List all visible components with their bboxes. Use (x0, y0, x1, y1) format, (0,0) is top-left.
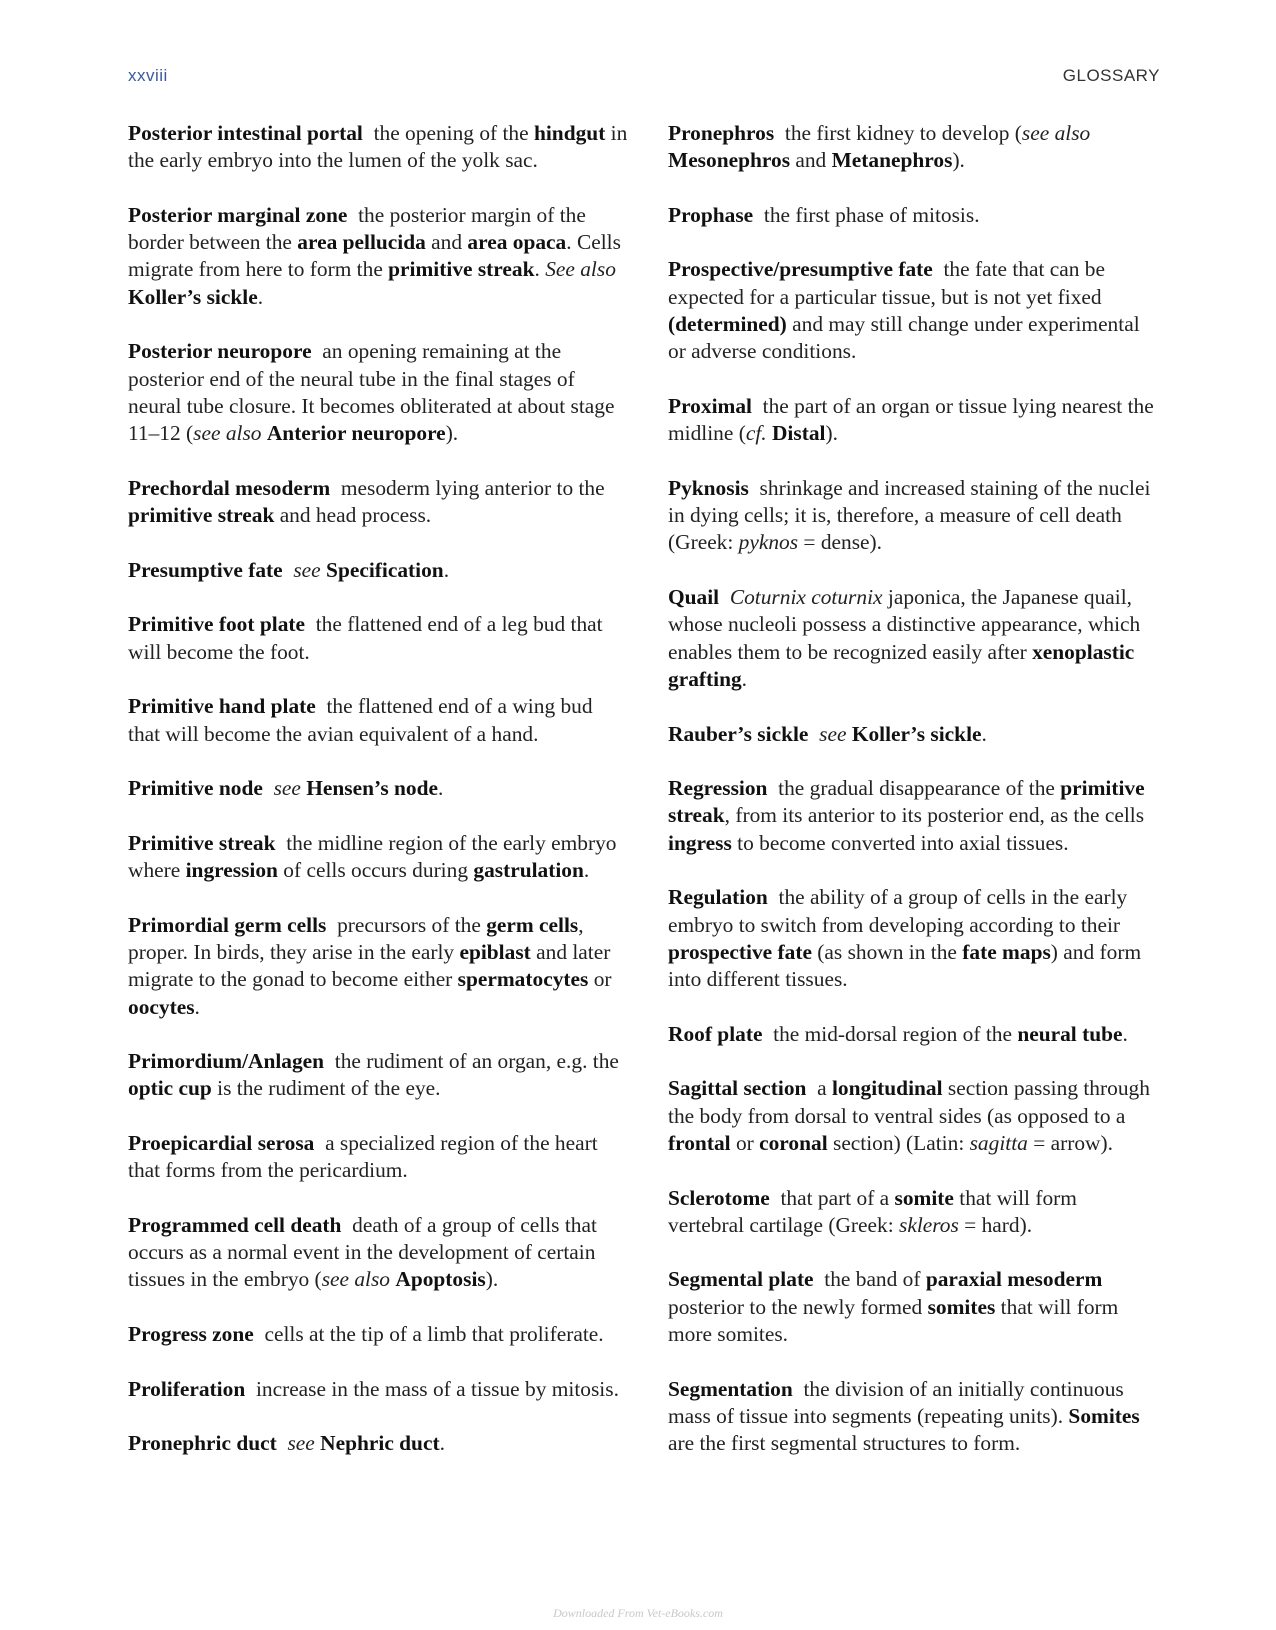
cross-reference-term: frontal (668, 1130, 731, 1155)
cross-reference-term: oocytes (128, 994, 195, 1019)
definition-text: and (425, 230, 468, 255)
definition-text: or (588, 967, 612, 992)
definition-text: shrinkage and increased staining of the nuclei in dying cells; it is, therefore, a measure of cell death (Greek: (668, 475, 1151, 555)
definition-text: the rudiment of an organ, e.g. the (334, 1049, 619, 1074)
glossary-term: Presumptive fate (128, 557, 283, 582)
definition-text: to become converted into axial tissues. (731, 830, 1069, 855)
cross-reference-term: Hensen’s node (306, 776, 438, 801)
definition-text: the mid-dorsal region of the (773, 1021, 1018, 1046)
glossary-entry (128, 830, 628, 885)
glossary-term: Primordial germ cells (128, 912, 327, 937)
definition-text: and later migrate to the gonad to become either (128, 939, 611, 992)
definition-text: the band of (824, 1267, 926, 1292)
glossary-entry (128, 202, 628, 311)
page-number: xxviii (128, 66, 168, 85)
definition-text: , proper. In birds, they arise in the early (128, 912, 584, 964)
glossary-term: Primitive hand plate (128, 694, 316, 719)
definition-text: section passing through the body from dorsal to ventral sides (as opposed to a (668, 1076, 1150, 1128)
glossary-term: Prechordal mesoderm (128, 475, 331, 500)
glossary-term: Primitive streak (128, 830, 276, 855)
cross-reference-term: ingress (668, 830, 732, 855)
glossary-term: Progress zone (128, 1322, 254, 1347)
definition-text: . (437, 776, 444, 801)
definition-text: ). (485, 1267, 499, 1292)
glossary-term: Programmed cell death (128, 1212, 342, 1237)
definition-text: . (257, 284, 264, 309)
cross-reference-term: longitudinal (831, 1076, 943, 1101)
cross-reference-term: Koller’s sickle (128, 284, 258, 309)
definition-text: . (583, 858, 590, 883)
glossary-entry (128, 338, 628, 447)
glossary-term: Primitive node (128, 776, 263, 801)
glossary-entry (128, 1212, 628, 1294)
glossary-term: Regulation (668, 885, 768, 910)
definition-text: posterior to the newly formed (668, 1294, 928, 1319)
definition-text: , from its anterior to its posterior end, as the cells (724, 803, 1145, 828)
cross-reference-term: Distal (771, 421, 826, 446)
glossary-term: Pyknosis (668, 475, 749, 500)
glossary-entry (668, 202, 1156, 229)
definition-text: in the early embryo into the lumen of the yolk sac. (128, 121, 628, 173)
glossary-entry (668, 1266, 1156, 1348)
definition-text: that part of a (780, 1185, 895, 1210)
glossary-entry (128, 120, 628, 175)
glossary-term: Posterior intestinal portal (128, 121, 363, 145)
glossary-entry (128, 475, 628, 530)
definition-text: or (730, 1130, 760, 1155)
italic-text: see (287, 1431, 315, 1456)
definition-text: japonica, the Japanese quail, whose nucleoli possess a distinctive appearance, which enables them to be recognized easily after (668, 585, 1141, 664)
glossary-term: Segmentation (668, 1376, 793, 1401)
cross-reference-term: area pellucida (297, 230, 426, 255)
cross-reference-term: optic cup (128, 1076, 212, 1101)
glossary-entry (668, 1021, 1156, 1048)
definition-text: . Cells migrate from here to form the (128, 230, 621, 282)
definition-text: = dense). (798, 530, 883, 555)
definition-text: = arrow). (1027, 1130, 1113, 1155)
definition-text: ). (952, 148, 965, 173)
glossary-entry (668, 884, 1156, 993)
glossary-entry (128, 912, 628, 1021)
definition-text: that will form vertebral cartilage (Greek: (668, 1185, 1077, 1237)
definition-text: . (443, 557, 450, 582)
italic-text: see (819, 721, 847, 746)
definition-text: precursors of the (337, 912, 487, 937)
definition-text: the midline region of the early embryo where (128, 830, 617, 883)
cross-reference-term: Nephric duct (320, 1431, 440, 1456)
cross-reference-term: germ cells (486, 912, 579, 937)
definition-text: the division of an initially continuous mass of tissue into segments (repeating units). (668, 1376, 1124, 1428)
cross-reference-term: hindgut (533, 121, 606, 145)
definition-text: the ability of a group of cells in the early embryo to switch from developing according to their (668, 885, 1128, 937)
italic-text: See also (545, 257, 616, 282)
cross-reference-term: Apoptosis (395, 1267, 486, 1292)
glossary-entry (128, 1321, 628, 1348)
cross-reference-term: Metanephros (831, 148, 953, 173)
glossary-entry (668, 1185, 1156, 1240)
definition-text: = hard). (958, 1212, 1033, 1237)
cross-reference-term: xenoplastic grafting (668, 639, 1135, 691)
italic-text: see (293, 557, 321, 582)
italic-text: see also (321, 1267, 391, 1292)
glossary-term: Proliferation (128, 1376, 246, 1401)
definition-text: and head process. (274, 503, 432, 528)
glossary-term: Sagittal section (668, 1076, 807, 1101)
cross-reference-term: (determined) (668, 312, 787, 337)
definition-text: section) (Latin: (827, 1130, 970, 1155)
footer-watermark: Downloaded From Vet-eBooks.com (553, 1606, 723, 1620)
glossary-term: Prophase (668, 202, 754, 227)
definition-text: mesoderm lying anterior to the (340, 475, 605, 500)
definition-text: the flattened end of a leg bud that will become the foot. (128, 612, 603, 664)
definition-text: ). (825, 421, 838, 446)
cross-reference-term: prospective fate (668, 939, 812, 964)
cross-reference-term: paraxial mesoderm (925, 1267, 1103, 1292)
definition-text: is the rudiment of the eye. (211, 1076, 441, 1101)
glossary-term: Proepicardial serosa (128, 1130, 315, 1155)
definition-text: . (741, 666, 748, 691)
definition-text: . (534, 257, 546, 282)
cross-reference-term: Anterior neuropore (266, 421, 446, 446)
cross-reference-term: somites (927, 1294, 996, 1319)
glossary-term: Proximal (668, 393, 752, 418)
definition-text: ) and form into different tissues. (668, 939, 1142, 992)
glossary-entry (128, 1430, 628, 1457)
glossary-entry (128, 611, 628, 666)
glossary-entry (668, 584, 1156, 693)
italic-text: sagitta (969, 1130, 1028, 1155)
glossary-entry (128, 1130, 628, 1185)
definition-text: the gradual disappearance of the (778, 776, 1061, 801)
definition-text: the first kidney to develop ( (784, 121, 1022, 145)
cross-reference-term: primitive streak (668, 776, 1145, 828)
glossary-term: Pronephros (668, 121, 775, 145)
definition-text: (as shown in the (811, 939, 963, 964)
glossary-entry (668, 1376, 1156, 1458)
italic-text: cf. (745, 421, 767, 446)
definition-text: and (790, 148, 832, 173)
cross-reference-term: ingression (185, 858, 278, 883)
italic-text: see (273, 776, 301, 801)
cross-reference-term: Mesonephros (668, 148, 791, 173)
glossary-term: Segmental plate (668, 1267, 814, 1292)
glossary-term: Posterior neuropore (128, 339, 312, 364)
cross-reference-term: Specification (326, 557, 444, 582)
glossary-term: Regression (668, 776, 768, 801)
definition-text: the fate that can be expected for a particular tissue, but is not yet fixed (668, 257, 1105, 309)
glossary-term: Posterior marginal zone (128, 202, 348, 227)
cross-reference-term: epiblast (459, 939, 531, 964)
glossary-term: Pronephric duct (128, 1431, 277, 1456)
glossary-entry (668, 120, 1156, 175)
glossary-entry (128, 1376, 628, 1403)
definition-text: . (1122, 1021, 1128, 1046)
definition-text: death of a group of cells that occurs as a normal event in the development of certain tissues in the embryo ( (128, 1212, 597, 1292)
glossary-column-right (668, 120, 1156, 1485)
definition-text: . (194, 994, 200, 1019)
glossary-term: Roof plate (668, 1021, 763, 1046)
definition-text: a specialized region of the heart that forms from the pericardium. (128, 1130, 598, 1183)
glossary-entry (128, 1048, 628, 1103)
cross-reference-term: Koller’s sickle (851, 721, 982, 746)
italic-text: see also (193, 421, 262, 446)
cross-reference-term: Somites (1068, 1403, 1140, 1428)
glossary-entry (668, 1075, 1156, 1157)
glossary-term: Primitive foot plate (128, 612, 306, 637)
cross-reference-term: primitive streak (128, 503, 275, 528)
definition-text: are the first segmental structures to form. (668, 1431, 1021, 1456)
definition-text: that will form more somites. (668, 1294, 1119, 1347)
definition-text: cells at the tip of a limb that proliferate. (264, 1322, 604, 1347)
glossary-entry (128, 557, 628, 584)
glossary-entry (128, 775, 628, 802)
definition-text: increase in the mass of a tissue by mitosis. (255, 1376, 619, 1401)
cross-reference-term: coronal (759, 1130, 828, 1155)
italic-text: skleros (899, 1212, 959, 1237)
glossary-column-left (128, 120, 628, 1485)
cross-reference-term: gastrulation (473, 858, 584, 883)
definition-text: and may still change under experimental or adverse conditions. (668, 312, 1140, 364)
glossary-term: Rauber’s sickle (668, 721, 809, 746)
glossary-entry (668, 256, 1156, 365)
glossary-entry (668, 775, 1156, 857)
cross-reference-term: neural tube (1017, 1021, 1123, 1046)
cross-reference-term: somite (894, 1185, 954, 1210)
cross-reference-term: area opaca (467, 230, 567, 255)
definition-text: the posterior margin of the border between the (128, 202, 586, 255)
cross-reference-term: spermatocytes (457, 967, 589, 992)
definition-text: of cells occurs during (277, 858, 474, 883)
definition-text: . (981, 721, 987, 746)
glossary-entry (128, 693, 628, 748)
cross-reference-term: primitive streak (388, 257, 535, 282)
glossary-entry (668, 393, 1156, 448)
glossary-term: Prospective/presumptive fate (668, 257, 933, 282)
running-head: GLOSSARY (1062, 66, 1160, 85)
definition-text: a (817, 1076, 832, 1101)
definition-text: an opening remaining at the posterior end of the neural tube in the final stages of neural tube closure. It becomes obliterated at about stage 11–12 ( (128, 339, 615, 446)
definition-text: the part of an organ or tissue lying nearest the midline ( (668, 393, 1154, 446)
italic-text: Coturnix coturnix (729, 585, 883, 610)
definition-text: the opening of the (373, 121, 534, 145)
glossary-entry (668, 475, 1156, 557)
definition-text: the first phase of mitosis. (763, 202, 980, 227)
definition-text: . (439, 1431, 445, 1456)
glossary-term: Primordium/Anlagen (128, 1049, 325, 1074)
cross-reference-term: fate maps (962, 939, 1051, 964)
glossary-term: Sclerotome (668, 1185, 770, 1210)
glossary-term: Quail (668, 585, 720, 610)
italic-text: pyknos (738, 530, 799, 555)
definition-text: the flattened end of a wing bud that will become the avian equivalent of a hand. (128, 694, 593, 746)
italic-text: see also (1021, 121, 1091, 145)
glossary-entry (668, 721, 1156, 748)
definition-text: ). (445, 421, 459, 446)
